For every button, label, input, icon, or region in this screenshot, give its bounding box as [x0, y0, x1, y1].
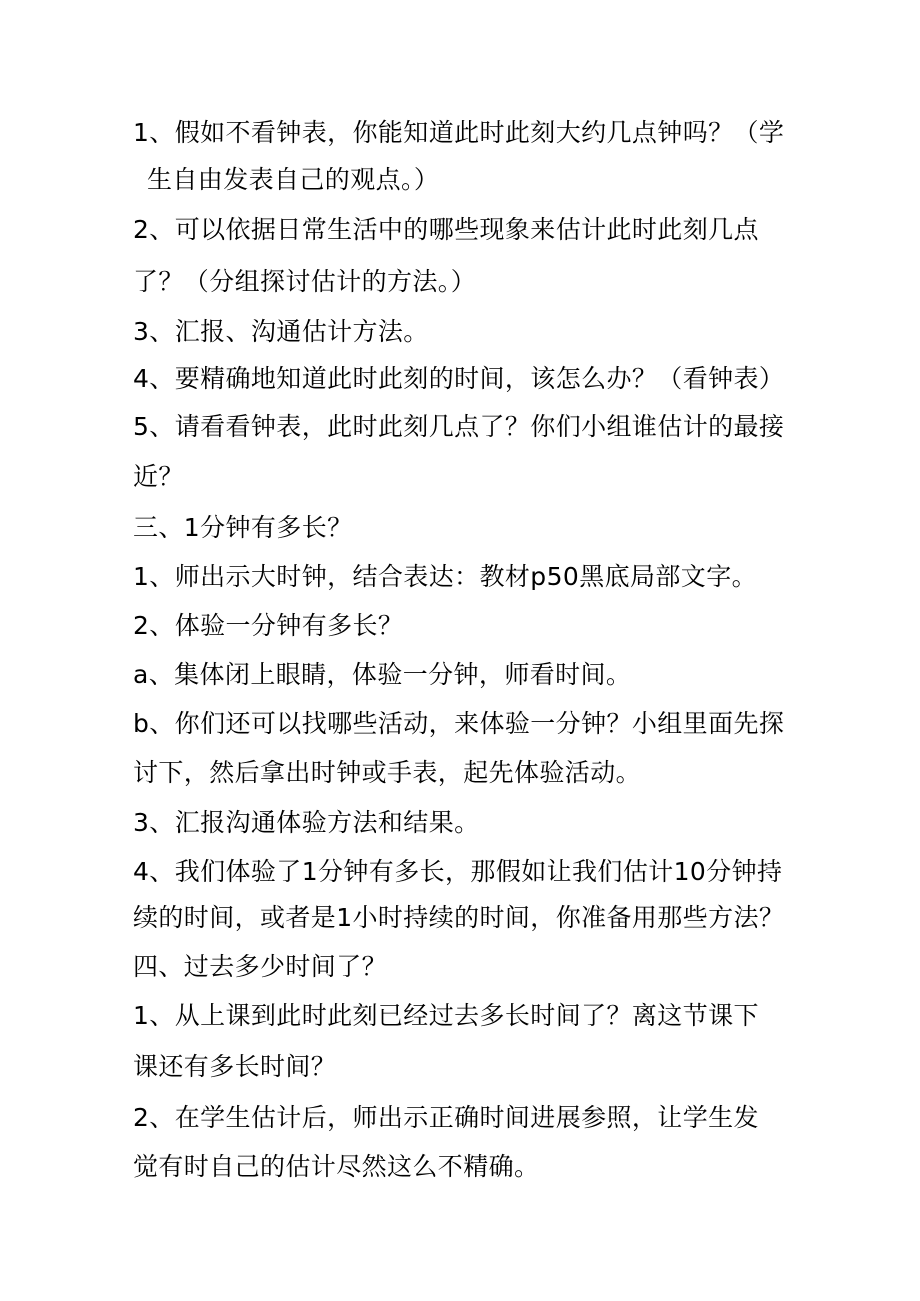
text-line: 课还有多长时间？ — [133, 1052, 337, 1081]
text-line: 1、师出示大时钟，结合表达：教材p50黑底局部文字。 — [133, 562, 757, 591]
text-line: 1、从上课到此时此刻已经过去多长时间了？离这节课下 — [133, 1001, 759, 1030]
text-line: 4、我们体验了1分钟有多长，那假如让我们估计10分钟持 — [133, 857, 783, 886]
text-line: 2、在学生估计后，师出示正确时间进展参照，让学生发 — [133, 1103, 759, 1132]
text-line: 续的时间，或者是1小时持续的时间，你准备用那些方法？ — [133, 903, 785, 932]
text-line: 2、体验一分钟有多长？ — [133, 611, 404, 640]
text-line: 4、要精确地知道此时此刻的时间，该怎么办？（看钟表） — [133, 364, 785, 393]
text-line: 讨下，然后拿出时钟或手表，起先体验活动。 — [133, 758, 642, 787]
text-line: 2、可以依据日常生活中的哪些现象来估计此时此刻几点 — [133, 215, 759, 244]
text-line: 3、汇报、沟通估计方法。 — [133, 317, 429, 346]
text-line: b、你们还可以找哪些活动，来体验一分钟？小组里面先探 — [133, 709, 785, 738]
text-line: 了？（分组探讨估计的方法。） — [133, 267, 477, 296]
text-line: 5、请看看钟表，此时此刻几点了？你们小组谁估计的最接 — [133, 412, 785, 441]
document-body — [133, 110, 803, 1191]
text-line: 近？ — [133, 462, 184, 491]
text-line: 生自由发表自己的观点。） — [147, 165, 440, 194]
text-line: a、集体闭上眼睛，体验一分钟，师看时间。 — [133, 660, 632, 689]
section-heading: 四、过去多少时间了？ — [133, 952, 388, 981]
text-line: 1、假如不看钟表，你能知道此时此刻大约几点钟吗？（学 — [133, 118, 785, 147]
section-heading: 三、1分钟有多长？ — [133, 513, 353, 542]
text-line: 3、汇报沟通体验方法和结果。 — [133, 808, 480, 837]
text-line: 觉有时自己的估计尽然这么不精确。 — [133, 1152, 540, 1181]
